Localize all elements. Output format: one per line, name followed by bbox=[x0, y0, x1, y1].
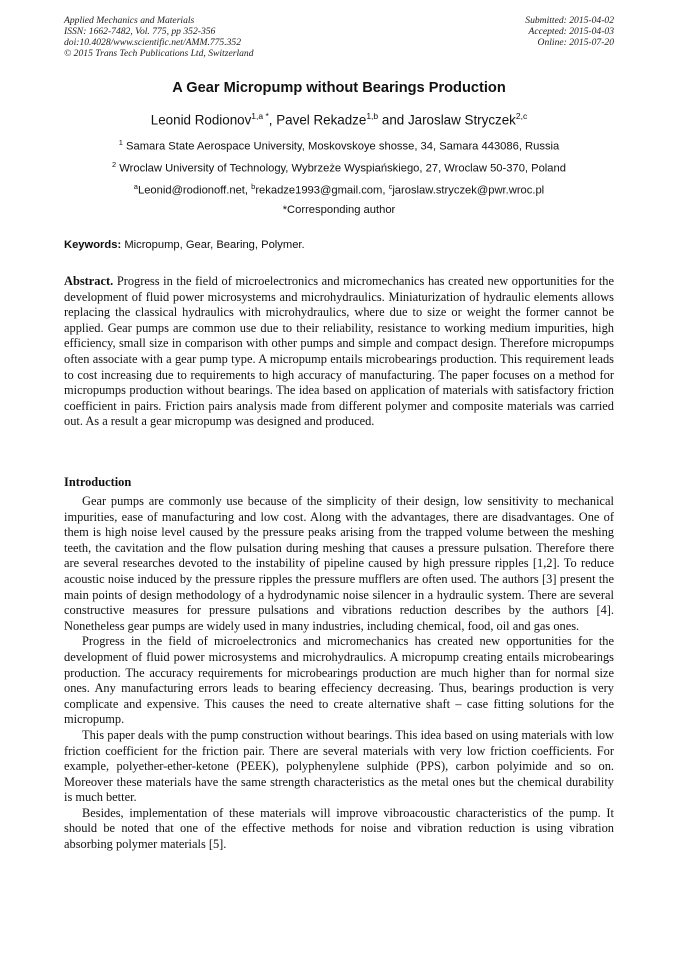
paragraph: Besides, implementation of these materials will improve vibroacoustic characteristics of the pump. It should be noted that one of the effective methods for noise and vibration reduction is using vibration absorbing polymer materials [5]. bbox=[64, 805, 614, 852]
affiliation-text: Samara State Aerospace University, Moskovskoye shosse, 34, Samara 443086, Russia bbox=[126, 140, 560, 153]
keywords-label: Keywords: bbox=[64, 239, 122, 251]
author-name: Leonid Rodionov bbox=[150, 112, 252, 128]
introduction-body bbox=[64, 494, 614, 853]
section-heading-introduction: Introduction bbox=[64, 475, 132, 489]
keywords bbox=[64, 239, 614, 251]
paragraph: This paper deals with the pump construction without bearings. This idea based on using materials with low friction coefficient for the friction pair. There are several materials with very low friction coefficients. For example, polyether-ether-ketone (PEEK), polyphenylene sulphide (PPS), carbon polyimide and so on. Moreover these materials have the same strength characteristics as the metal ones but the chemical durability is much better. bbox=[64, 727, 614, 805]
journal-name: Applied Mechanics and Materials bbox=[64, 15, 195, 26]
abstract-text: Progress in the field of microelectronics and micromechanics has created new opportunities for the development of fluid power microsystems and microhydraulics. Miniaturization of hydraulic elements allows replacing the classical hydraulics with microhydraulics, where due to size or weight the former cannot be applied. Gear pumps are common use due to their reliability, resistance to working medium impurities, high efficiency, small size in comparison with other pumps and simple and compact design. Therefore micropumps often associate with a gear pump type. A micropump entails microbearings production. This requirement leads to cost increasing due to requirements to high accuracy of manufacturing. The paper focuses on a method for micropumps production without bearings. The idea based on application of materials with satisfactory friction coefficient in pairs. Friction pairs analysis made from different polymer and composite materials was carried out. As a result a gear micropump was designed and produced. bbox=[64, 274, 614, 429]
paper-title: A Gear Micropump without Bearings Production bbox=[172, 80, 506, 96]
email-marker: c bbox=[388, 182, 393, 191]
corresponding-author-note: *Corresponding author bbox=[282, 204, 396, 216]
abstract-label: Abstract. bbox=[64, 274, 114, 288]
email-link[interactable]: Leonid@rodionoff.net, bbox=[137, 184, 249, 197]
author-list: Leonid Rodionov$^{1,a *}$, Pavel Rekadze$^{1,b}$ and Jaroslaw Stryczek$^{2,c}$ bbox=[150, 111, 528, 128]
affiliation-marker: 1 bbox=[118, 138, 123, 147]
journal-info-header bbox=[64, 15, 384, 59]
keywords-text: Micropump, Gear, Bearing, Polymer. bbox=[124, 239, 305, 251]
submission-dates-header bbox=[374, 15, 614, 48]
author-affiliation-marker: 1,a * bbox=[251, 111, 269, 121]
email-marker: a bbox=[133, 182, 138, 191]
journal-doi: doi:10.4028/www.scientific.net/AMM.775.352 bbox=[64, 37, 242, 48]
affiliation bbox=[64, 160, 614, 175]
submitted-date: Submitted: 2015-04-02 bbox=[525, 15, 614, 26]
author-name: Jaroslaw Stryczek bbox=[407, 112, 516, 128]
online-date: Online: 2015-07-20 bbox=[537, 37, 614, 48]
email-link[interactable]: rekadze1993@gmail.com, bbox=[255, 184, 386, 197]
journal-copyright: © 2015 Trans Tech Publications Ltd, Switzerland bbox=[64, 48, 254, 59]
author-affiliation-marker: 1,b bbox=[366, 111, 379, 121]
journal-issn: ISSN: 1662-7482, Vol. 775, pp 352-356 bbox=[64, 26, 216, 37]
accepted-date: Accepted: 2015-04-03 bbox=[528, 26, 614, 37]
abstract bbox=[64, 274, 614, 430]
author-emails bbox=[64, 182, 614, 197]
email-link[interactable]: jaroslaw.stryczek@pwr.wroc.pl bbox=[392, 184, 545, 197]
affiliation-marker: 2 bbox=[112, 160, 117, 169]
paragraph: Progress in the field of microelectronics and micromechanics has created new opportunities for the development of fluid power microsystems and microhydraulics. A micropump creating entails microbearings production. The accuracy requirements for microbearings production are much higher than for normal size ones. Any manufacturing errors leads to bearing effeciency decreasing. Thus, bearings production is very complicate and expensive. This causes the need to create alternative shaft – case fitting solutions for the micropump. bbox=[64, 634, 614, 727]
paragraph: Gear pumps are commonly use because of the simplicity of their design, low sensitivity to mechanical impurities, ease of manufacturing and low cost. Along with the advantages, there are disadvantages. One of them is high noise level caused by the pressure peaks arising from the trapped volume between the meshing teeth, the cavitation and the flow pulsation during meshing that causes a pressure pulsation. Therefore there are several researches devoted to the instability of pipeline caused by high pressure ripples [1,2]. To reduce acoustic noise induced by the pressure ripples the pressure mufflers are often used. The authors [3] present the main points of design methodology of a hydrodynamic noise silencer in a hydraulic system. There are several constructive measures for pressure pulsations and vibrations reduction describes by the authors [4]. Nonetheless gear pumps are widely used in many industries, including chemical, food, oil and gas ones. bbox=[64, 494, 614, 633]
affiliation-text: Wroclaw University of Technology, Wybrzeże Wyspiańskiego, 27, Wroclaw 50-370, Poland bbox=[119, 162, 566, 175]
affiliation bbox=[64, 138, 614, 153]
author-name: Pavel Rekadze bbox=[276, 112, 367, 128]
email-marker: b bbox=[251, 182, 256, 191]
author-affiliation-marker: 2,c bbox=[515, 111, 528, 121]
